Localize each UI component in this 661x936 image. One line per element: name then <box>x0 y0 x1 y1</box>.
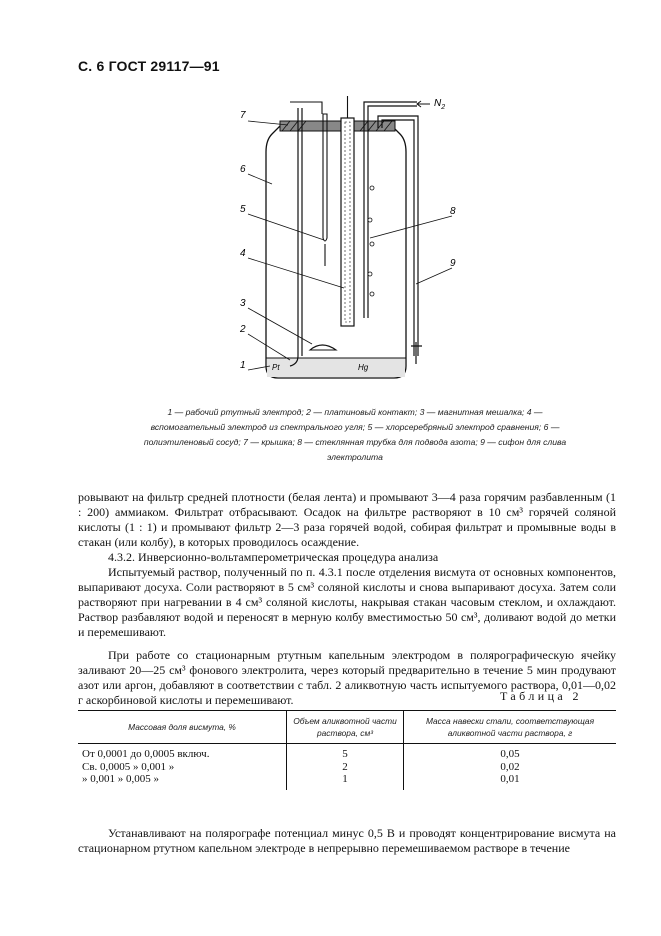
cell-mass: 0,05 <box>404 744 617 761</box>
label-1: 1 <box>240 360 246 371</box>
vessel-body <box>266 126 406 378</box>
header-bismuth-fraction: Массовая доля висмута, % <box>78 711 287 744</box>
siphon-tube <box>378 116 422 364</box>
body-text-1 <box>78 490 616 708</box>
table-row <box>78 744 616 761</box>
cell-mass: 0,01 <box>404 773 617 790</box>
cell-range: От 0,0001 до 0,0005 включ. <box>82 748 210 760</box>
electrochemical-cell-diagram <box>230 88 470 388</box>
table-title: Таблица 2 <box>500 689 582 703</box>
label-7: 7 <box>240 110 246 121</box>
gas-bubbles <box>368 186 374 296</box>
label-2: 2 <box>240 324 246 335</box>
body-text-2 <box>78 826 616 856</box>
hg-label: Hg <box>358 363 369 372</box>
section-heading-4-3-2: 4.3.2. Инверсионно-вольтамперометрическая процедура анализа <box>108 550 439 564</box>
label-3: 3 <box>240 298 246 309</box>
gas-arrow <box>417 101 430 107</box>
page-header: С. 6 ГОСТ 29117—91 <box>78 58 220 74</box>
cell-mass: 0,02 <box>404 761 617 774</box>
cell-range: Св. 0,0005 » 0,001 » <box>82 760 175 773</box>
pt-label: Pt <box>272 363 280 372</box>
paragraph-electrode-work: При работе со стационарным ртутным капельным электродом в полярографическую ячейку заливают 20—25 см³ фонового электролита, через который предварительно в течение 5 мин продувают азот или аргон, добавляют в соответствии с табл. 2 аликвотную часть испытуемого раствора, 0,01—0,02 г аскорбиновой кислоты и перемешивают. <box>78 648 616 707</box>
mercury-pool <box>267 358 405 377</box>
paragraph-filtration: ровывают на фильтр средней плотности (белая лента) и промывают 3—4 раза горячим разбавленным (1 : 200) аммиаком. Фильтрат отбрасывают. Осадок на фильтре растворяют в 10 см³ горячей соляной кислоты (1 : 1) и промывают фильтр 2—3 раза горячей водой, собирая фильтрат и промывные воды в стакан (или колбу), в которых проводилось осаждение. <box>78 490 616 549</box>
carbon-electrode <box>341 96 354 326</box>
figure-caption: 1 — рабочий ртутный электрод; 2 — платиновый контакт; 3 — магнитная мешалка; 4 — вспомогательный электрод из спектрального угля; 5 — хлорсеребряный электрод сравнения; 6 — полиэтиленовый сосуд; 7 — крышка; 8 — стеклянная трубка для подвода азота; 9 — сифон для слива электролита <box>143 407 567 462</box>
gas-label: $N_2$ <box>434 98 446 111</box>
table-row <box>78 761 616 774</box>
stirrer <box>310 345 336 350</box>
label-8: 8 <box>450 206 456 217</box>
mercury-electrode-tube <box>290 108 302 366</box>
cell-volume: 5 <box>287 744 404 761</box>
table-row <box>78 773 616 790</box>
cell-range: » 0,001 » 0,005 » <box>82 773 159 785</box>
header-aliquot-volume: Объем аликвотной части раствора, см³ <box>287 711 404 744</box>
nitrogen-tube <box>364 102 417 318</box>
label-9: 9 <box>450 258 456 269</box>
header-steel-mass: Масса навески стали, соответствующая аликвотной части раствора, г <box>404 711 617 744</box>
paragraph-test-solution: Испытуемый раствор, полученный по п. 4.3.1 после отделения висмута от основных компонентов, выпаривают досуха. Соли растворяют в 5 см³ соляной кислоты и снова выпаривают досуха. Затем соли растворяют при нагревании в 4 см³ соляной кислоты, накрывая стакан часовым стеклом, и охлаждают. Раствор разбавляют водой и переносят в мерную колбу вместимостью 50 см³, доливают водой до метки и перемешивают. <box>78 565 616 639</box>
table-2 <box>78 710 616 790</box>
paragraph-concentration: Устанавливают на полярографе потенциал минус 0,5 В и проводят концентрирование висмута на стационарном ртутном капельном электроде в непрерывно перемешиваемом растворе в течение <box>78 826 616 855</box>
cell-volume: 2 <box>287 761 404 774</box>
label-4: 4 <box>240 248 246 259</box>
label-5: 5 <box>240 204 246 215</box>
label-6: 6 <box>240 164 246 175</box>
cell-volume: 1 <box>287 773 404 790</box>
